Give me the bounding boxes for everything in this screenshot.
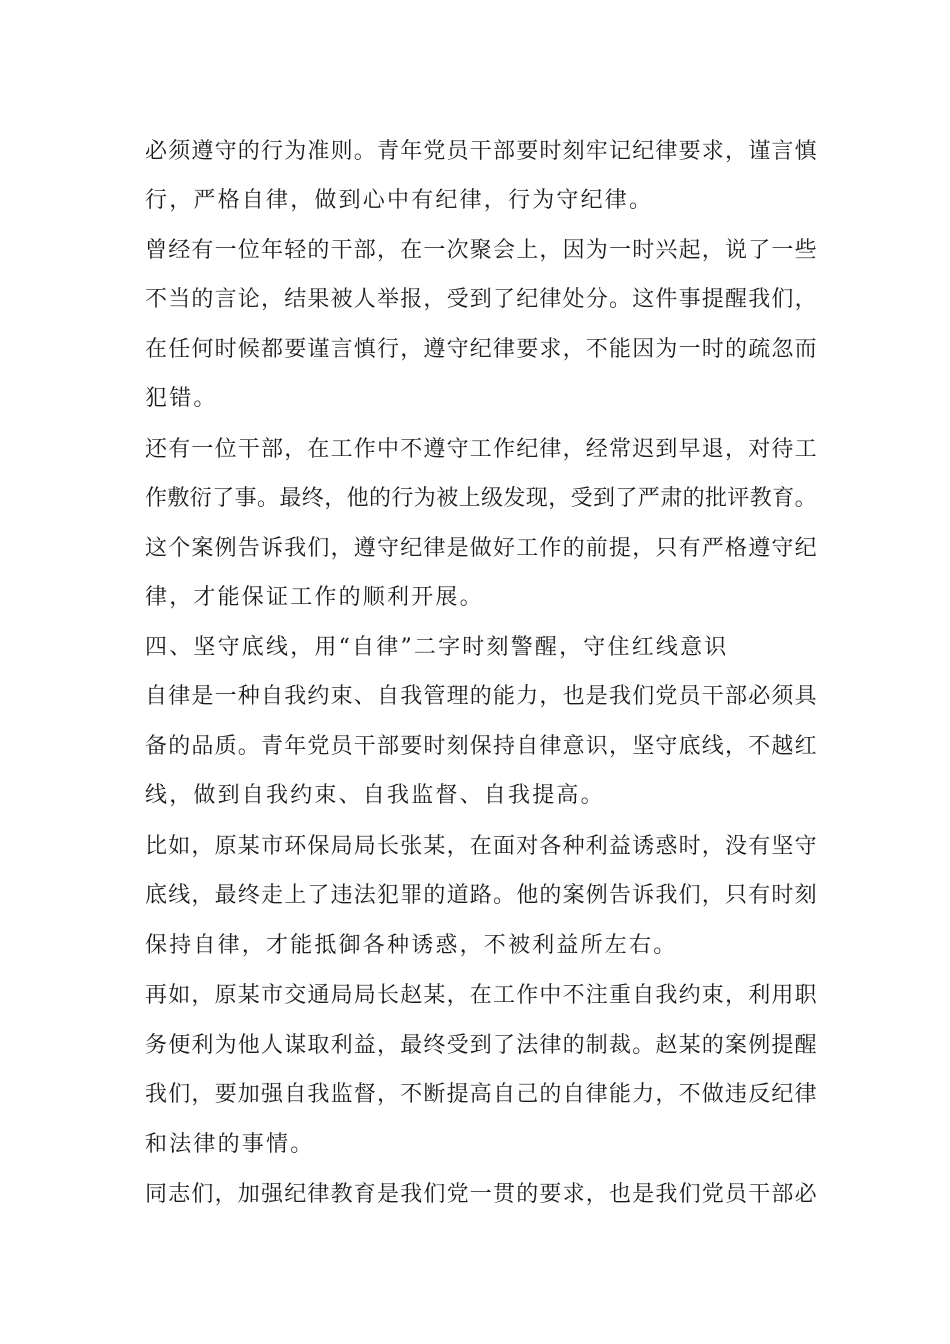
text-line: 必须遵守的行为准则。青年党员干部要时刻牢记纪律要求，谨言慎 bbox=[145, 139, 818, 164]
text-line: 同志们，加强纪律教育是我们党一贯的要求，也是我们党员干部必 bbox=[145, 1182, 818, 1207]
text-line: 再如，原某市交通局局长赵某，在工作中不注重自我约束，利用职 bbox=[145, 983, 818, 1008]
text-line: 曾经有一位年轻的干部，在一次聚会上，因为一时兴起，说了一些 bbox=[145, 238, 818, 263]
text-line: 这个案例告诉我们，遵守纪律是做好工作的前提，只有严格遵守纪 bbox=[145, 536, 818, 561]
text-line: 自律是一种自我约束、自我管理的能力，也是我们党员干部必须具 bbox=[145, 684, 818, 709]
text-line: 比如，原某市环保局局长张某，在面对各种利益诱惑时，没有坚守 bbox=[145, 834, 818, 859]
text-line: 线，做到自我约束、自我监督、自我提高。 bbox=[145, 783, 605, 808]
text-line: 保持自律，才能抵御各种诱惑，不被利益所左右。 bbox=[145, 933, 678, 958]
text-line: 犯错。 bbox=[145, 386, 218, 411]
text-line: 在任何时候都要谨言慎行，遵守纪律要求，不能因为一时的疏忽而 bbox=[145, 337, 818, 362]
text-line: 还有一位干部，在工作中不遵守工作纪律，经常迟到早退，对待工 bbox=[145, 437, 818, 462]
text-line: 作敷衍了事。最终，他的行为被上级发现，受到了严肃的批评教育。 bbox=[145, 486, 818, 511]
section-heading: 四、坚守底线，用“自律”二字时刻警醒，守住红线意识 bbox=[145, 635, 729, 660]
text-line: 不当的言论，结果被人举报，受到了纪律处分。这件事提醒我们， bbox=[145, 287, 818, 312]
text-line: 我们，要加强自我监督，不断提高自己的自律能力，不做违反纪律 bbox=[145, 1082, 818, 1107]
text-line: 行，严格自律，做到心中有纪律，行为守纪律。 bbox=[145, 188, 654, 213]
text-line: 底线，最终走上了违法犯罪的道路。他的案例告诉我们，只有时刻 bbox=[145, 883, 818, 908]
text-line: 律，才能保证工作的顺利开展。 bbox=[145, 585, 484, 610]
text-line: 备的品质。青年党员干部要时刻保持自律意识，坚守底线，不越红 bbox=[145, 734, 818, 759]
text-line: 和法律的事情。 bbox=[145, 1132, 315, 1157]
text-line: 务便利为他人谋取利益，最终受到了法律的制裁。赵某的案例提醒 bbox=[145, 1033, 818, 1058]
